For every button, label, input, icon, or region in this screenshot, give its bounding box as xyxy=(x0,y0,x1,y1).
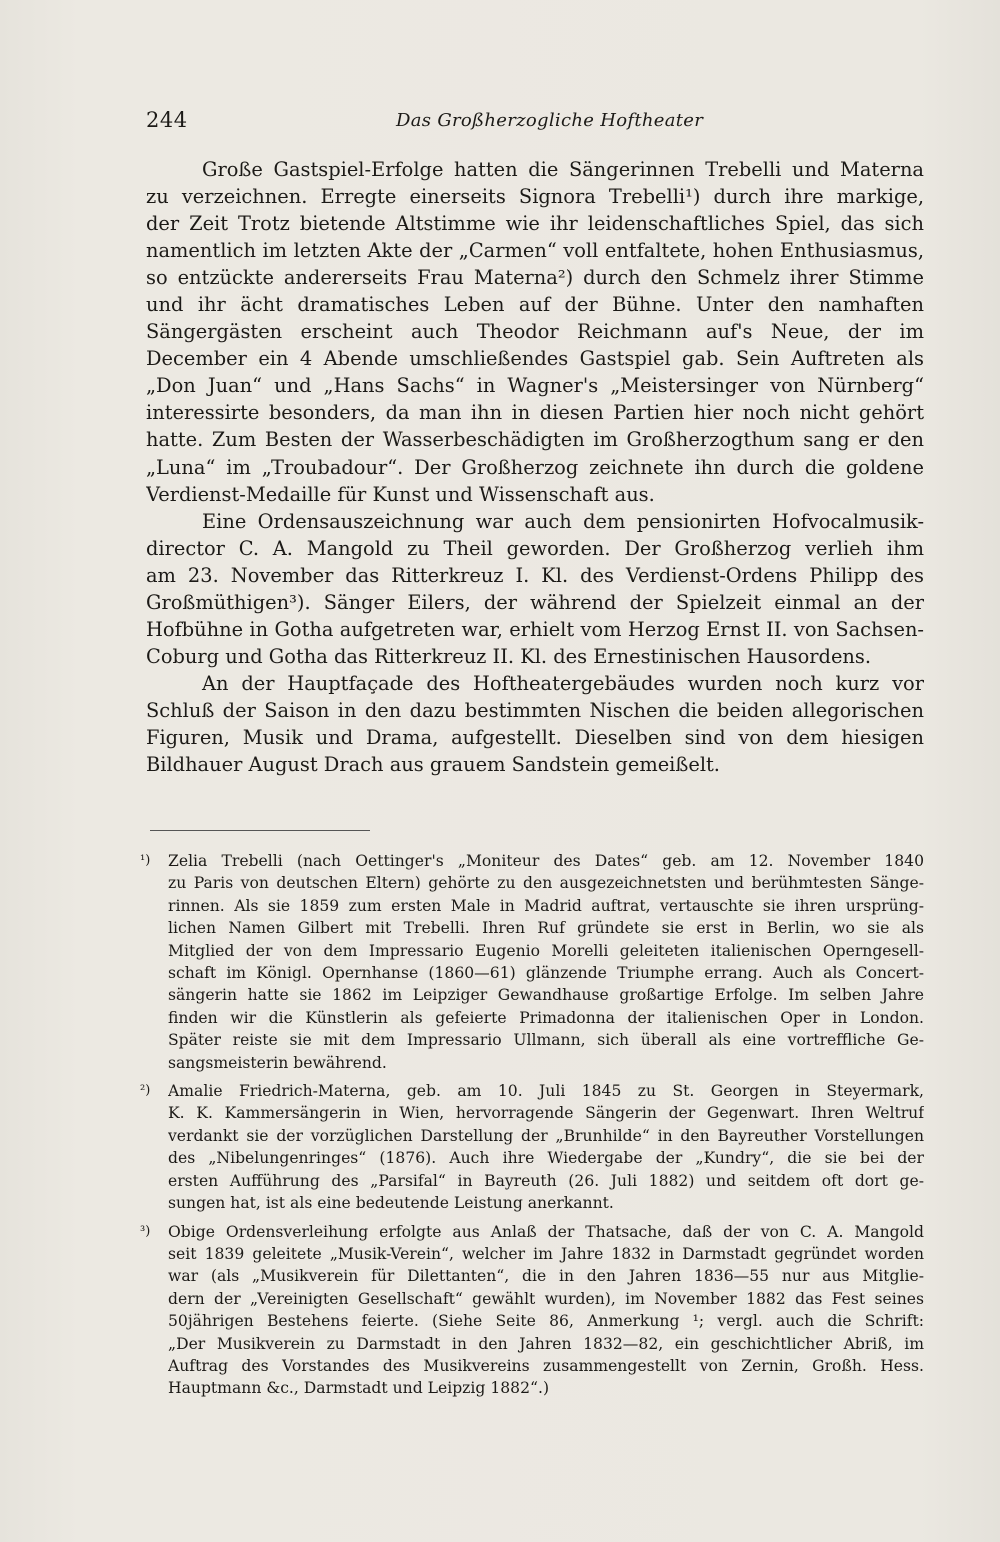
footnote-line: finden wir die Künstlerin als gefeierte Primadonna der italienischen Oper in London. xyxy=(168,1008,924,1027)
text-line: Bildhauer August Drach aus grauem Sandstein gemeißelt. xyxy=(146,753,720,777)
text-line: der Zeit Trotz bietende Altstimme wie ihr leidenschaftliches Spiel, das sich xyxy=(146,212,924,236)
footnote-line: zu Paris von deutschen Eltern) gehörte zu den ausgezeichnetsten und berühmtesten Sänge- xyxy=(168,874,924,893)
text-line: Verdienst-Medaille für Kunst und Wissenschaft aus. xyxy=(146,482,655,506)
footnote-line: Mitglied der von dem Impressario Eugenio Morelli geleiteten italienischen Operngesell- xyxy=(168,941,924,960)
footnote-line: lichen Namen Gilbert mit Trebelli. Ihren Ruf gründete sie erst in Berlin, wo sie als xyxy=(168,919,924,938)
footnote-mark: ¹) xyxy=(140,853,151,868)
text-line: Coburg und Gotha das Ritterkreuz II. Kl. des Ernestinischen Hausordens. xyxy=(146,644,872,668)
footnote-line: Zelia Trebelli (nach Oettinger's „Moniteur des Dates“ geb. am 12. November 1840 xyxy=(168,852,924,870)
text-line: Eine Ordensauszeichnung war auch dem pensionirten Hofvocalmusik- xyxy=(202,509,924,533)
running-title: Das Großherzogliche Hoftheater xyxy=(396,110,704,131)
paragraph xyxy=(146,156,924,508)
footnote-line: sangsmeisterin bewährend. xyxy=(168,1053,387,1072)
footnote-line: Amalie Friedrich-Materna, geb. am 10. Juli 1845 zu St. Georgen in Steyermark, xyxy=(168,1082,924,1101)
footnote-line: seit 1839 geleitete „Musik-Verein“, welcher im Jahre 1832 in Darmstadt gegründet worden xyxy=(168,1244,924,1263)
footnote-line: rinnen. Als sie 1859 zum ersten Male in Madrid auftrat, vertauschte sie ihren ursprüng- xyxy=(168,896,924,915)
footnote xyxy=(140,1080,924,1214)
text-line: „Luna“ im „Troubadour“. Der Großherzog zeichnete ihn durch die goldene xyxy=(146,455,924,479)
text-line: zu verzeichnen. Erregte einerseits Signora Trebelli¹) durch ihre markige, xyxy=(146,185,924,209)
footnote-line: Später reiste sie mit dem Impressario Ullmann, sich überall als eine vortreffliche Ge- xyxy=(168,1031,924,1050)
footnote-line: 50jährigen Bestehens feierte. (Siehe Seite 86, Anmerkung ¹; vergl. auch die Schrift: xyxy=(168,1312,924,1331)
footnote-line: sungen hat, ist als eine bedeutende Leistung anerkannt. xyxy=(168,1194,614,1213)
text-line: December ein 4 Abende umschließendes Gastspiel gab. Sein Auftreten als xyxy=(146,347,924,371)
text-line: Sängergästen erscheint auch Theodor Reichmann auf's Neue, der im xyxy=(146,320,924,344)
footnote-mark: ³) xyxy=(140,1223,151,1239)
text-line: Großmüthigen³). Sänger Eilers, der während der Spielzeit einmal an der xyxy=(146,590,924,614)
text-line: und ihr ächt dramatisches Leben auf der Bühne. Unter den namhaften xyxy=(146,293,924,317)
footnote-line: „Der Musikverein zu Darmstadt in den Jahren 1832—82, ein geschichtlicher Abriß, im xyxy=(168,1334,924,1353)
footnote-line: sängerin hatte sie 1862 im Leipziger Gewandhause großartige Erfolge. Im selben Jahre xyxy=(168,986,924,1005)
main-text xyxy=(146,156,924,778)
text-line: An der Hauptfaçade des Hoftheatergebäudes wurden noch kurz vor xyxy=(202,671,924,695)
footnote-line: ersten Aufführung des „Parsifal“ in Bayreuth (26. Juli 1882) und seitdem oft dort ge- xyxy=(168,1171,924,1190)
text-line: so entzückte andererseits Frau Materna²) durch den Schmelz ihrer Stimme xyxy=(146,266,924,290)
footnote-line: war (als „Musikverein für Dilettanten“, die in den Jahren 1836—55 nur aus Mitglie- xyxy=(168,1267,924,1286)
footnote-line: verdankt sie der vorzüglichen Darstellung der „Brunhilde“ in den Bayreuther Vorstellungen xyxy=(168,1126,924,1145)
footnote-line: des „Nibelungenringes“ (1876). Auch ihre Wiedergabe der „Kundry“, die sie bei der xyxy=(168,1149,924,1168)
footnote xyxy=(140,850,924,1074)
text-line: Große Gastspiel-Erfolge hatten die Sängerinnen Trebelli und Materna xyxy=(202,158,924,181)
footnote-line: K. K. Kammersängerin in Wien, hervorragende Sängerin der Gegenwart. Ihren Weltruf xyxy=(168,1104,924,1123)
page-header xyxy=(146,108,854,140)
footnote-line: Hauptmann &c., Darmstadt und Leipzig 1882“.) xyxy=(168,1379,550,1398)
text-line: hatte. Zum Besten der Wasserbeschädigten im Großherzogthum sang er den xyxy=(146,428,924,452)
footnote-mark: ²) xyxy=(140,1083,151,1099)
footnote-line: dern der „Vereinigten Gesellschaft“ gewählt wurden), im November 1882 das Fest seines xyxy=(168,1289,924,1308)
text-line: „Don Juan“ und „Hans Sachs“ in Wagner's „Meistersinger von Nürnberg“ xyxy=(146,374,924,398)
text-line: Hofbühne in Gotha aufgetreten war, erhielt vom Herzog Ernst II. von Sachsen- xyxy=(146,617,924,641)
footnote-line: Auftrag des Vorstandes des Musikvereins zusammengestellt von Zernin, Großh. Hess. xyxy=(168,1356,924,1375)
text-line: Figuren, Musik und Drama, aufgestellt. Dieselben sind von dem hiesigen xyxy=(146,725,924,749)
text-line: interessirte besonders, da man ihn in diesen Partien hier noch nicht gehört xyxy=(146,401,924,425)
text-line: Schluß der Saison in den dazu bestimmten Nischen die beiden allegorischen xyxy=(146,698,924,722)
page-number: 244 xyxy=(146,108,188,132)
footnote xyxy=(140,1221,924,1400)
paragraph xyxy=(146,508,924,670)
text-line: director C. A. Mangold zu Theil geworden. Der Großherzog verlieh ihm xyxy=(146,536,924,560)
footnote-line: schaft im Königl. Opernhanse (1860—61) glänzende Triumphe errang. Auch als Concert- xyxy=(168,964,924,983)
footnotes xyxy=(140,850,924,1406)
text-line: namentlich im letzten Akte der „Carmen“ voll entfaltete, hohen Enthusiasmus, xyxy=(146,239,924,263)
footnote-separator xyxy=(150,830,370,831)
paragraph xyxy=(146,670,924,778)
text-line: am 23. November das Ritterkreuz I. Kl. des Verdienst-Ordens Philipp des xyxy=(146,563,924,587)
footnote-line: Obige Ordensverleihung erfolgte aus Anlaß der Thatsache, daß der von C. A. Mangold xyxy=(168,1222,924,1241)
